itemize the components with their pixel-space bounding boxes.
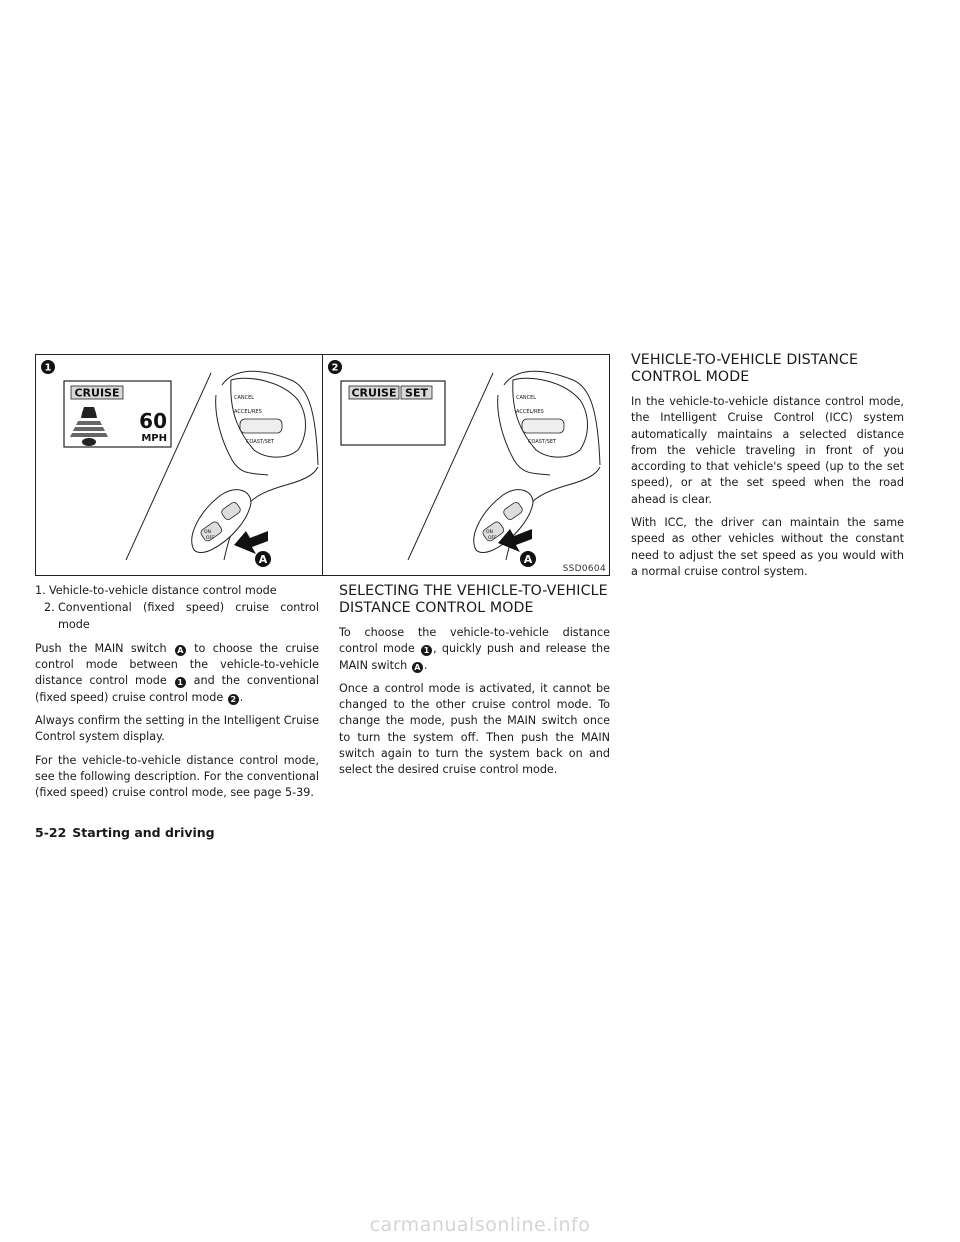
svg-text:CANCEL: CANCEL [234, 395, 255, 401]
svg-text:ACCEL/RES: ACCEL/RES [516, 409, 544, 415]
paragraph-once-activated: Once a control mode is activated, it cannot be changed to the other cruise control mode. To change the mode, push the MAIN switch once to turn the system off. Then push the MAIN switch again to turn the system back on and select the desired cruise control mode. [339, 681, 610, 777]
svg-text:ON: ON [204, 530, 211, 535]
svg-text:60: 60 [139, 409, 167, 433]
svg-text:ON: ON [486, 530, 493, 535]
callout-2-icon: 2 [228, 694, 239, 705]
svg-text:MPH: MPH [141, 433, 167, 444]
figure-code: SSD0604 [562, 564, 606, 574]
list-item: 2. Conventional (fixed speed) cruise control mode [44, 601, 319, 631]
middle-column [339, 583, 610, 786]
panel-2 [328, 360, 600, 567]
svg-text:A: A [523, 553, 533, 566]
svg-text:CRUISE: CRUISE [351, 386, 397, 400]
right-column [631, 352, 904, 587]
svg-text:COAST/SET: COAST/SET [528, 439, 557, 445]
paragraph-with-icc: With ICC, the driver can maintain the same speed as other vehicles without the constant need to adjust the set speed as you would with a normal cruise control system. [631, 516, 904, 578]
callout-a-icon: A [412, 662, 423, 673]
svg-text:A: A [258, 553, 268, 566]
watermark: carmanualsonline.info [369, 1214, 591, 1236]
svg-text:CRUISE: CRUISE [74, 386, 120, 400]
callout-1-icon: 1 [421, 645, 432, 656]
paragraph-main-switch: Push the MAIN switch A to choose the cruise control mode between the vehicle-to-vehicle distance control mode 1 and the conventional (fixed speed) cruise control mode 2 . [35, 641, 319, 704]
svg-text:2: 2 [331, 362, 339, 374]
svg-text:OFF: OFF [488, 536, 497, 541]
svg-text:OFF: OFF [206, 536, 215, 541]
page-number: 5-22 [35, 825, 67, 840]
paragraph-choose-mode: To choose the vehicle-to-vehicle distance control mode 1 , quickly push and release the MAIN switch A . [339, 626, 611, 672]
paragraph-v2v-mode: In the vehicle-to-vehicle distance control mode, the Intelligent Cruise Control (ICC) system automatically maintains a selected distance from the vehicle traveling in front of you according to that vehicle's speed (up to the set speed), or at the set speed when the road ahead is clear. [631, 395, 904, 506]
svg-text:1: 1 [44, 362, 52, 374]
section-heading-v2v: VEHICLE-TO-VEHICLE DISTANCE CONTROL MODE [631, 352, 859, 385]
chapter-title: Starting and driving [72, 825, 215, 840]
cruise-switch-figure [35, 354, 610, 576]
svg-text:COAST/SET: COAST/SET [246, 439, 275, 445]
panel-1 [41, 360, 318, 567]
section-heading-selecting: SELECTING THE VEHICLE-TO-VEHICLE DISTANCE CONTROL MODE [339, 583, 608, 616]
paragraph-confirm: Always confirm the setting in the Intelligent Cruise Control system display. [35, 714, 320, 744]
page-footer [35, 825, 215, 840]
svg-text:SET: SET [405, 386, 428, 400]
paragraph-see-page: For the vehicle-to-vehicle distance control mode, see the following description. For the conventional (fixed speed) cruise control mode, see page 5-39. [35, 753, 319, 800]
list-item: 1. Vehicle-to-vehicle distance control mode [35, 584, 277, 597]
left-column [35, 583, 319, 809]
callout-a-icon: A [175, 645, 186, 656]
svg-text:ACCEL/RES: ACCEL/RES [234, 409, 262, 415]
callout-1-icon: 1 [175, 677, 186, 688]
steering-switch-illustration [36, 355, 611, 577]
svg-text:CANCEL: CANCEL [516, 395, 537, 401]
